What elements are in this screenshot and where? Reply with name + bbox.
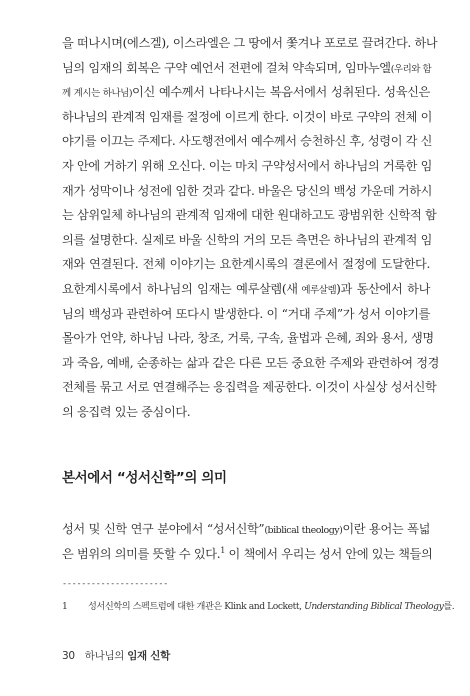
text-run: 이신 예수께서 나타나시는 복음서에서 성취된다. 성육신은	[132, 85, 430, 100]
section-paragraph	[62, 517, 433, 566]
body-paragraph	[62, 31, 440, 425]
footnote-reference[interactable]: 1	[220, 545, 225, 555]
text-line	[62, 517, 430, 542]
text-line	[62, 80, 430, 105]
text-run: 성서 및 신학 연구 분야에서 “성서신학”	[62, 522, 265, 536]
text-line: 을 떠나시며(에스겔), 이스라엘은 그 땅에서 쫓겨나 포로로 끌려간다. 하나	[62, 36, 438, 50]
text-run: 님의 임재의 회복은 구약 예언서 전편에 걸쳐 약속되며, 임마누엘	[62, 60, 391, 75]
text-line: 는 삼위일체 하나님의 관계적 임재에 대한 원대하고도 광범위한 신학적 함	[62, 208, 437, 223]
page-footer	[62, 648, 170, 663]
text-line: 의를 설명한다. 실제로 바울 신학의 거의 모든 측면은 하나님의 관계적 임	[62, 232, 433, 247]
footnote-number: 1	[62, 601, 68, 612]
footnote-separator: ----------------------	[62, 579, 168, 589]
text-run: 이란 용어는 폭넓	[342, 522, 431, 536]
small-note: (biblical theology)	[264, 525, 343, 536]
text-line	[62, 542, 433, 567]
text-line: 재가 성막이나 성전에 임한 것과 같다. 바울은 당신의 백성 가운데 거하시	[62, 183, 433, 198]
text-line: 과 죽음, 예배, 순종하는 삶과 같은 다른 모든 중요한 주제와 관련하여 정경	[62, 355, 440, 370]
text-line: 의 응집력 있는 중심이다.	[62, 404, 191, 419]
footnote-text: 성서신학의 스펙트럼에 대한 개관은 Klink and Lockett,	[88, 601, 305, 612]
text-line: 야기를 이끄는 주제다. 사도행전에서 예수께서 승천하신 후, 성령이 각 신	[62, 134, 433, 149]
small-note: (우리와 함	[390, 63, 432, 75]
text-run: 요한계시록에서 하나님의 임재는 예루살렘(새	[62, 281, 298, 296]
small-note: 예루살렘	[297, 284, 337, 296]
text-line: 재와 연결된다. 전체 이야기는 요한계시록의 결론에서 절정에 도달한다.	[62, 257, 430, 272]
running-title: 하나님의	[84, 650, 128, 662]
text-line	[62, 277, 430, 302]
text-run: 은 범위의 의미를 뜻할 수 있다.	[62, 546, 221, 561]
section-heading: 본서에서 “성서신학”의 의미	[62, 470, 227, 486]
text-line	[62, 56, 430, 81]
footnote	[62, 598, 455, 612]
text-line: 님의 백성과 관련하여 또다시 발생한다. 이 “거대 주제”가 성서 이야기를	[62, 306, 430, 321]
text-run: 이 책에서 우리는 성서 안에 있는 책들의	[224, 546, 433, 561]
text-line: 자 안에 거하기 위해 오신다. 이는 마치 구약성서에서 하나님의 거룩한 임	[62, 158, 433, 173]
footnote-text: 를.	[443, 601, 455, 612]
text-line: 전체를 묶고 서로 연결해주는 응집력을 제공한다. 이것이 사실상 성서신학	[62, 380, 437, 395]
running-title-bold: 임재 신학	[127, 650, 170, 662]
page-number: 30	[62, 650, 75, 662]
footnote-book-title: Understanding Biblical Theology	[304, 601, 444, 612]
text-line: 몰아가 언약, 하나님 나라, 창조, 거룩, 구속, 율법과 은혜, 죄와 용서, 생명	[62, 331, 434, 346]
small-note: 께 계시는 하나님)	[62, 88, 133, 100]
text-run: )과 동산에서 하나	[336, 281, 430, 296]
text-line: 하나님의 관계적 임재를 절정에 이르게 한다. 이것이 바로 구약의 전체 이	[62, 109, 433, 124]
